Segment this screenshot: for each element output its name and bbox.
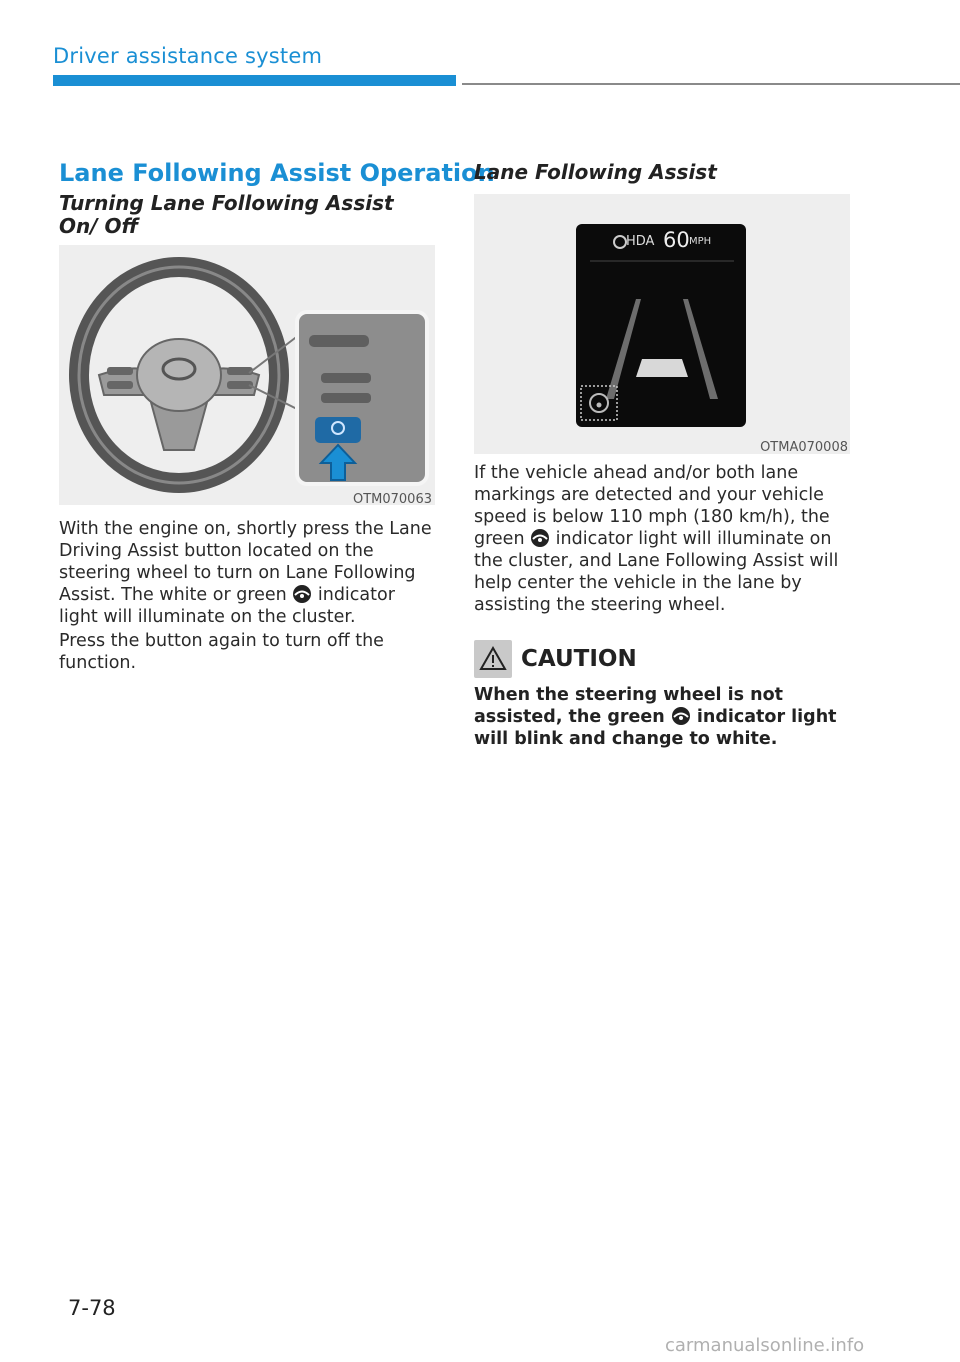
right-para1-text-a: If the vehicle ahead and/or both lane markings are detected and your vehicle speed is below 110 mph (180 km/h), the green bbox=[474, 463, 830, 549]
left-subheading: Turning Lane Following Assist On/ Off bbox=[59, 191, 394, 238]
left-paragraph-2: Press the button again to turn off the function. bbox=[59, 631, 384, 673]
steering-wheel-indicator-icon bbox=[292, 584, 312, 604]
cluster-speed-unit: MPH bbox=[689, 236, 712, 247]
page-number: 7-78 bbox=[68, 1296, 116, 1320]
header-rule bbox=[462, 83, 960, 85]
caution-title: CAUTION bbox=[521, 646, 637, 672]
watermark: carmanualsonline.info bbox=[665, 1335, 865, 1356]
cluster-mode-label: HDA bbox=[626, 234, 655, 249]
steering-wheel-illustration bbox=[59, 245, 435, 505]
caution-icon-box bbox=[474, 640, 512, 678]
right-paragraph-1 bbox=[474, 462, 860, 616]
caution-text bbox=[474, 684, 860, 750]
left-para1-text-b: indicator light will illuminate on the cluster. bbox=[59, 585, 395, 627]
steering-wheel-figure bbox=[59, 245, 435, 505]
caution-text-a: When the steering wheel is not assisted, the green bbox=[474, 685, 784, 727]
steering-wheel-indicator-icon bbox=[671, 706, 691, 726]
right-para1-text-b: indicator light will illuminate on the cluster, and Lane Following Assist will help center the vehicle in the lane by assisting the steering wheel. bbox=[474, 529, 839, 615]
caution-text-b: indicator light will blink and change to white. bbox=[474, 707, 837, 749]
steering-wheel-indicator-icon bbox=[530, 528, 550, 548]
left-para1-text-a: With the engine on, shortly press the Lane Driving Assist button located on the steering wheel to turn on Lane Following Assist. The white or green bbox=[59, 519, 432, 605]
running-header: Driver assistance system bbox=[53, 44, 323, 68]
right-figure-code: OTMA070008 bbox=[760, 440, 848, 455]
left-paragraph-1 bbox=[59, 518, 439, 628]
caution-triangle-icon bbox=[474, 640, 512, 678]
section-title: Lane Following Assist Operation bbox=[59, 159, 495, 187]
cluster-speed-value: 60 bbox=[663, 228, 690, 252]
header-accent-bar bbox=[53, 75, 456, 86]
cluster-display-illustration bbox=[474, 194, 850, 454]
left-figure-code: OTM070063 bbox=[352, 492, 432, 507]
cluster-figure bbox=[474, 194, 850, 454]
right-subheading: Lane Following Assist bbox=[474, 160, 717, 184]
